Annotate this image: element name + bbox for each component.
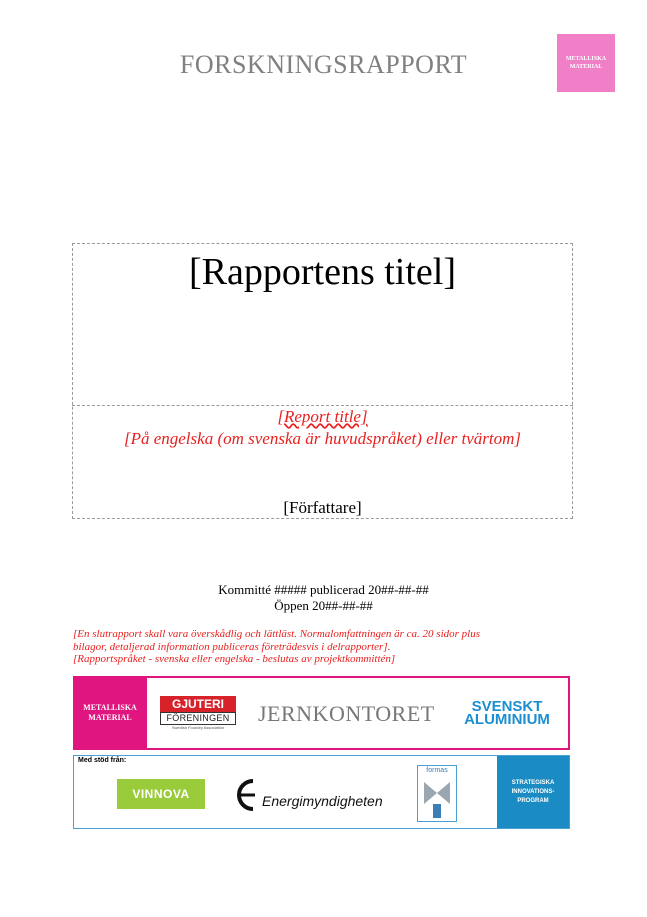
- svenskt-aluminium-logo: [452, 700, 562, 726]
- sip-line-2: INNOVATIONS-: [511, 788, 555, 795]
- energimyndigheten-logo-text: Energimyndigheten: [262, 793, 383, 809]
- vinnova-logo: VINNOVA: [117, 779, 205, 809]
- sip-line-3: PROGRAM: [517, 797, 549, 804]
- alu-line-1: SVENSKT: [471, 698, 543, 715]
- formas-label: formas: [426, 767, 448, 774]
- authors-placeholder[interactable]: [Författare]: [283, 498, 362, 517]
- formas-icon: [418, 766, 456, 821]
- alu-line-2: ALUMINIUM: [464, 711, 550, 728]
- gjuteri-bottom-text: FÖRENINGEN: [160, 712, 236, 725]
- jernkontoret-logo: JERNKONTORET: [258, 701, 435, 726]
- language-instruction: [På engelska (om svenska är huvudspråket) eller tvärtom]: [123, 429, 522, 448]
- open-date-line: Öppen 20##-##-##: [274, 598, 373, 613]
- note-line-2: bilagor, detaljerad information publiceras företrädesvis i delrapporter].: [73, 640, 391, 653]
- english-title-text: [Report title]: [277, 407, 368, 426]
- committee-published-line: Kommitté ##### publicerad 20##-##-##: [218, 582, 429, 597]
- strategiska-innovationsprogram-logo: [497, 756, 569, 828]
- gjuteri-top-text: GJUTERI: [160, 696, 236, 712]
- sip-line-1: STRATEGISKA: [511, 779, 555, 786]
- metalliska-material-partner-logo: [73, 676, 147, 750]
- metalliska-material-logo: [557, 34, 615, 92]
- gjuteriforeningen-logo: [160, 696, 236, 730]
- corner-logo-text: METALLISKA MATERIAL: [565, 56, 607, 70]
- title-divider: [72, 405, 573, 406]
- note-line-3: [Rapportspråket - svenska eller engelska - beslutas av projektkommittén]: [73, 653, 396, 665]
- gjuteri-sub-text: Swedish Foundry Association: [171, 725, 225, 730]
- support-label: Med stöd från:: [78, 757, 127, 764]
- metalliska-partner-text: METALLISKA MATERIAL: [83, 703, 137, 722]
- report-instructions-note: [73, 628, 573, 666]
- report-title-placeholder[interactable]: [Rapportens titel]: [189, 251, 456, 293]
- energimyndigheten-icon: [229, 775, 263, 815]
- note-line-1: [En slutrapport skall vara överskådlig och lättläst. Normalomfattningen är ca. 20 sidor plus: [73, 628, 480, 640]
- report-type-heading: FORSKNINGSRAPPORT: [179, 50, 468, 79]
- english-title-placeholder[interactable]: [72, 407, 573, 427]
